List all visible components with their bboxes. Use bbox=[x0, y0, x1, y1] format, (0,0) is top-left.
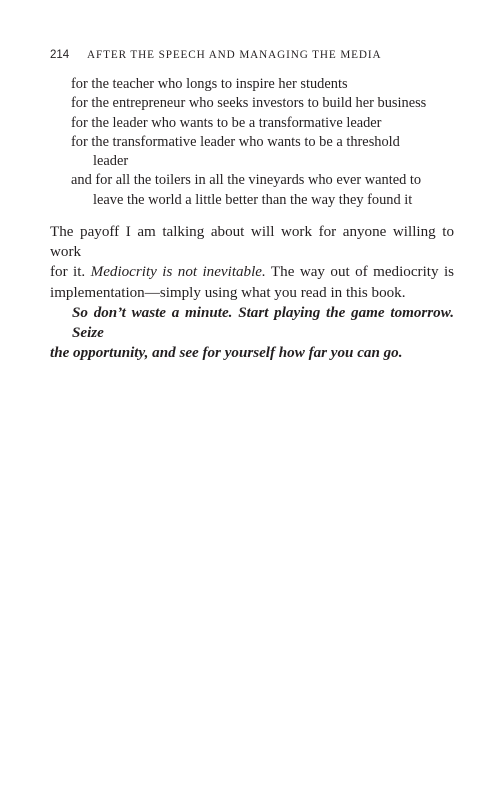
paragraph-text: The way out of mediocrity is bbox=[265, 264, 455, 281]
list-line: for the entrepreneur who seeks investors to build her business bbox=[71, 95, 427, 112]
paragraph-line: the opportunity, and see for yourself how far you can go. bbox=[50, 345, 403, 362]
list-line: for the leader who wants to be a transformative leader bbox=[71, 114, 382, 131]
page-number: 214 bbox=[50, 49, 70, 61]
list-line: for the teacher who longs to inspire her students bbox=[71, 76, 348, 92]
list-line: for the transformative leader who wants to be a threshold bbox=[71, 133, 400, 150]
paragraph-line: So don’t waste a minute. Start playing the game tomorrow. Seize bbox=[72, 304, 454, 342]
paragraph-line: implementation—simply using what you read in this book. bbox=[50, 284, 406, 301]
list-line: and for all the toilers in all the vineyards who ever wanted to bbox=[71, 172, 422, 189]
italic-emphasis: Mediocrity is not inevitable. bbox=[90, 264, 266, 281]
list-line-continuation: leave the world a little better than the way they found it bbox=[93, 191, 413, 208]
paragraph-line: The payoff I am talking about will work for anyone willing to work bbox=[50, 224, 454, 261]
list-line-continuation: leader bbox=[93, 153, 129, 170]
paragraph-line bbox=[50, 262, 454, 282]
chapter-title: AFTER THE SPEECH AND MANAGING THE MEDIA bbox=[87, 49, 382, 61]
payoff-paragraph bbox=[50, 222, 454, 303]
running-head bbox=[50, 47, 460, 63]
paragraph-text: for it. bbox=[50, 264, 91, 281]
dedication-list bbox=[71, 75, 471, 210]
closing-paragraph bbox=[50, 303, 454, 364]
body-text bbox=[50, 222, 454, 363]
